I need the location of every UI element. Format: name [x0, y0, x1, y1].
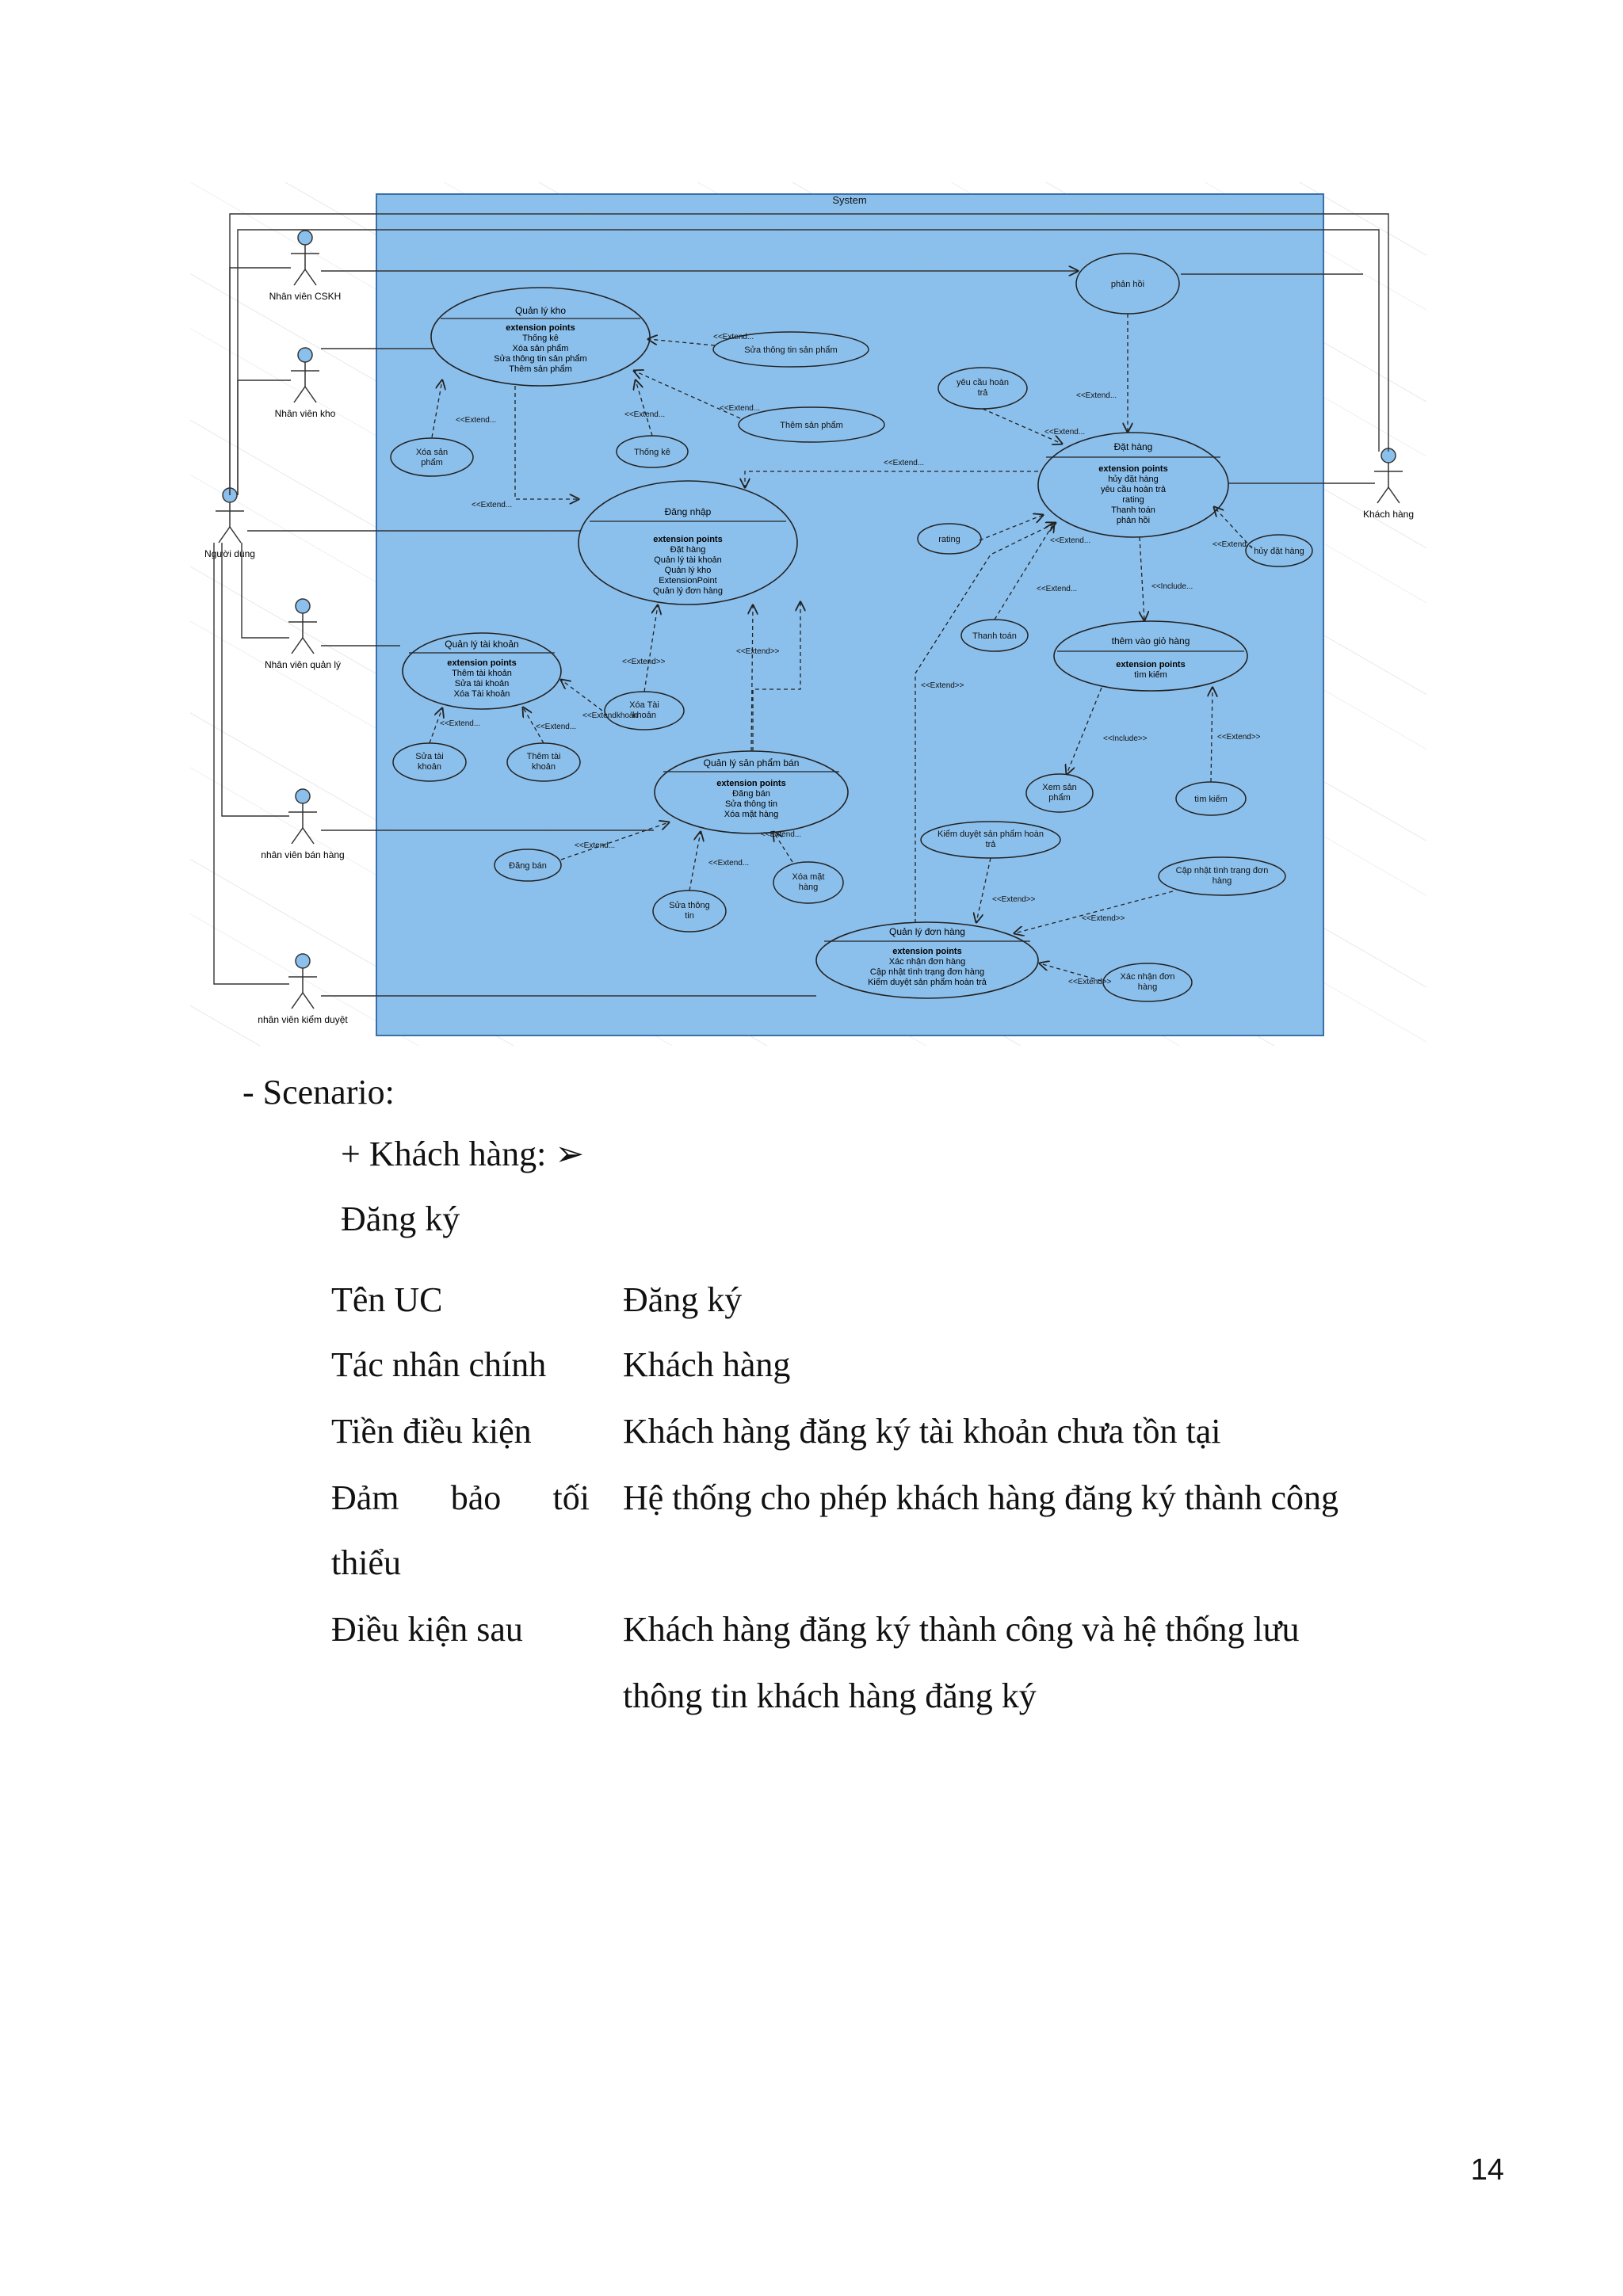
extend-label: <<Extend...	[456, 416, 497, 425]
usecase-xoamh-label: hàng	[798, 883, 819, 892]
table-value-ten-uc: Đăng ký	[623, 1280, 743, 1319]
ep-header: extension points	[506, 323, 575, 333]
actor-line: + Khách hàng: ➢	[341, 1135, 585, 1173]
usecase-cntt-label: hàng	[1212, 876, 1232, 886]
extend-label: <<Extend>>	[736, 647, 780, 656]
actor-khachhang-label: Khách hàng	[1362, 509, 1415, 520]
usecase-xoatk-label: Xóa Tài	[629, 700, 659, 710]
actor-nguoidung-label: Người dùng	[204, 548, 255, 559]
extend-label: <<Extend>>	[622, 658, 666, 666]
ep-header: extension points	[716, 779, 786, 788]
usecase-qlkho-name: Quản lý kho	[514, 305, 567, 316]
usecase-yeucau-label: yêu cầu hoàn	[956, 378, 1010, 387]
usecase-kdsp-label: trả	[985, 840, 996, 849]
extend-label: <<Extend...	[884, 459, 925, 467]
extend-label: <<Extend...	[575, 841, 616, 850]
usecase-themtk-label: khoản	[532, 762, 556, 772]
usecase-qlspb[interactable]	[655, 751, 848, 833]
ep-header: extension points	[447, 658, 517, 668]
page-number: 14	[1470, 2153, 1504, 2187]
system-label: System	[832, 194, 867, 206]
ep-item: Quản lý kho	[664, 566, 712, 575]
extend-label: <<Extend...	[624, 410, 666, 419]
extend-label: <<Extend...	[1037, 585, 1078, 593]
usecase-xoasp-label: Xóa sản	[415, 448, 449, 457]
usecase-cntt-label: Cập nhật tình trạng đơn	[1175, 866, 1269, 875]
ep-item: Quản lý đơn hàng	[653, 586, 723, 596]
extend-label: <<Extend...	[472, 501, 513, 509]
ep-item: Sửa thông tin sản phẩm	[494, 354, 587, 364]
table-value-tac-nhan: Khách hàng	[623, 1345, 791, 1384]
usecase-title: Đăng ký	[341, 1199, 460, 1238]
extend-label: <<Extend>>	[1217, 733, 1261, 742]
extend-label: <<Extend>>	[992, 895, 1036, 904]
usecase-thanhtoan-label: Thanh toán	[972, 631, 1017, 641]
extend-label: <<Extend...	[440, 719, 481, 728]
usecase-suatk-label: khoản	[418, 762, 441, 772]
usecase-kdsp-label: Kiểm duyệt sản phẩm hoàn	[938, 830, 1044, 839]
usecase-thongke-label: Thống kê	[634, 448, 670, 457]
usecase-xemsp-label: phẩm	[1048, 793, 1071, 803]
actor-kiemduyet-label: nhân viên kiểm duyệt	[258, 1014, 348, 1025]
ep-item: phản hồi	[1116, 516, 1151, 525]
ep-item: Sửa thông tin	[724, 799, 778, 809]
ep-item: Xóa Tài khoản	[453, 689, 510, 699]
usecase-xoasp[interactable]	[391, 438, 473, 476]
table-value-dieu-kien-sau-2: thông tin khách hàng đăng ký	[623, 1676, 1037, 1715]
usecase-qlspb-name: Quản lý sản phẩm bán	[703, 757, 800, 769]
table-label-dam-bao: Đảm bảo tối	[331, 1478, 590, 1517]
table-value-dam-bao: Hệ thống cho phép khách hàng đăng ký thành công	[623, 1478, 1338, 1517]
scenario-heading: - Scenario:	[242, 1073, 395, 1112]
usecase-giohang-name: thêm vào giỏ hàng	[1111, 635, 1190, 646]
ep-item: Xóa mặt hàng	[724, 810, 779, 819]
usecase-dangban-label: Đăng bán	[509, 861, 547, 871]
extend-label: <<Extend...	[1212, 540, 1254, 549]
usecase-themtk-label: Thêm tài	[526, 752, 561, 761]
table-label-ten-uc: Tên UC	[331, 1280, 443, 1319]
ep-item: Xác nhận đơn hàng	[888, 957, 966, 967]
usecase-suatt-label: Sửa thông	[669, 901, 710, 910]
ep-item: ExtensionPoint	[659, 576, 717, 585]
usecase-giohang[interactable]	[1054, 621, 1247, 691]
actor-quanly-label: Nhân viên quản lý	[264, 659, 342, 670]
extend-label: <<Extend...	[536, 723, 577, 731]
ep-item: Đặt hàng	[670, 545, 706, 555]
actor-banhang-label: nhân viên bán hàng	[261, 849, 345, 860]
usecase-rating-label: rating	[938, 535, 960, 544]
usecase-xoasp-label: phẩm	[421, 458, 443, 467]
table-label-dam-bao-2: thiểu	[331, 1543, 401, 1582]
usecase-qltk-name: Quản lý tài khoản	[445, 639, 519, 650]
usecase-xoamh-label: Xóa mặt	[792, 872, 825, 882]
extend-label: <<Extendkhoản	[582, 711, 639, 720]
ep-item: Đăng bán	[732, 789, 770, 799]
include-label: <<Include...	[1151, 582, 1193, 591]
ep-item: Thống kê	[522, 334, 559, 343]
usecase-suattsp-label: Sửa thông tin sản phẩm	[744, 345, 838, 355]
ep-header: extension points	[1116, 660, 1186, 669]
usecase-dangnhap[interactable]	[579, 481, 797, 605]
use-case-diagram	[190, 182, 1426, 1046]
usecase-phanhoi-label: phản hồi	[1110, 280, 1145, 289]
extend-label: <<Extend...	[720, 404, 761, 413]
extend-label: <<Extend...	[761, 830, 802, 839]
extend-label: <<Extend>>	[921, 681, 964, 690]
ep-item: Kiểm duyệt sản phẩm hoàn trả	[868, 978, 987, 987]
table-label-dieu-kien-sau: Điều kiện sau	[331, 1610, 523, 1649]
ep-header: extension points	[1098, 464, 1168, 474]
usecase-xndh-label: Xác nhận đơn	[1120, 972, 1175, 982]
ep-item: rating	[1122, 495, 1144, 505]
table-label-tien-dieu-kien: Tiền điều kiện	[331, 1412, 532, 1451]
table-value-tien-dieu-kien: Khách hàng đăng ký tài khoản chưa tồn tại	[623, 1412, 1221, 1451]
usecase-huydh-label: hủy đặt hàng	[1254, 547, 1304, 556]
ep-item: Cập nhật tình trạng đơn hàng	[869, 967, 985, 977]
extend-label: <<Extend...	[1044, 428, 1086, 437]
table-value-dieu-kien-sau: Khách hàng đăng ký thành công và hệ thống lưu	[623, 1610, 1300, 1649]
include-label: <<Include>>	[1103, 734, 1148, 743]
extend-label: <<Extend...	[713, 333, 754, 341]
usecase-xemsp-label: Xem sản	[1042, 783, 1077, 792]
usecase-suatt-label: tin	[685, 911, 694, 921]
actor-kho-label: Nhân viên kho	[274, 408, 336, 419]
ep-item: yêu cầu hoàn trả	[1101, 485, 1166, 494]
usecase-timkiem-label: tìm kiếm	[1194, 795, 1228, 804]
ep-item: Xóa sản phẩm	[512, 344, 569, 353]
extend-label: <<Extend>>	[1082, 914, 1125, 923]
usecase-xndh-label: hàng	[1137, 982, 1158, 992]
usecase-qltk[interactable]	[403, 633, 561, 709]
ep-item: Quản lý tài khoản	[654, 555, 722, 565]
extend-label: <<Extend...	[708, 859, 750, 868]
ep-item: hủy đặt hàng	[1108, 475, 1159, 484]
actor-cskh-label: Nhân viên CSKH	[269, 291, 342, 302]
ep-header: extension points	[653, 535, 723, 544]
usecase-yeucau-label: trả	[977, 388, 988, 398]
usecase-dathang-name: Đặt hàng	[1113, 441, 1153, 452]
ep-item: Thêm tài khoản	[452, 669, 512, 678]
extend-label: <<Extend...	[1050, 536, 1091, 545]
ep-item: tìm kiếm	[1134, 670, 1167, 680]
usecase-dathang[interactable]	[1038, 433, 1228, 537]
usecase-themsp-label: Thêm sản phẩm	[780, 421, 843, 430]
extend-label: <<Extend...	[1076, 391, 1117, 400]
usecase-suatk-label: Sửa tài	[415, 752, 444, 761]
ep-header: extension points	[892, 947, 962, 956]
ep-item: Thêm sản phẩm	[509, 364, 572, 374]
ep-item: Sửa tài khoản	[454, 679, 510, 688]
extend-label: <<Extend>>	[1068, 978, 1112, 986]
usecase-dangnhap-name: Đăng nhập	[664, 506, 712, 517]
ep-item: Thanh toán	[1111, 505, 1155, 515]
usecase-qlkho[interactable]	[431, 288, 650, 386]
usecase-qldh-name: Quản lý đơn hàng	[889, 926, 965, 937]
table-label-tac-nhan: Tác nhân chính	[331, 1345, 547, 1384]
usecase-xoatk-label: khoản	[632, 711, 656, 720]
usecase-qldh[interactable]	[816, 922, 1038, 998]
